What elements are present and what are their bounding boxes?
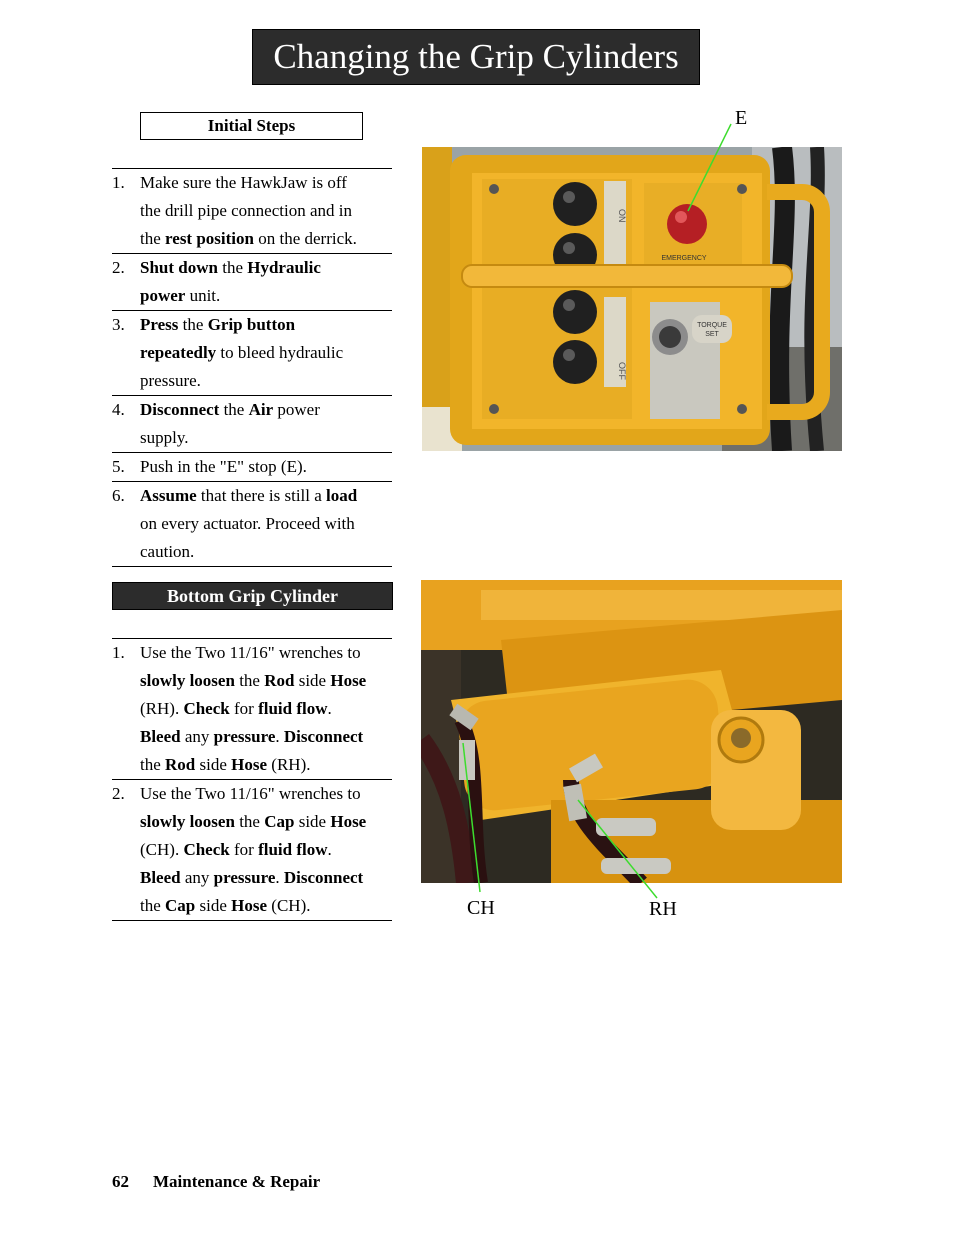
step-text bbox=[140, 482, 392, 566]
step-line: Use the Two 11/16" wrenches to bbox=[140, 643, 361, 662]
bottom-grip-steps-list bbox=[112, 638, 392, 921]
emphasis-text: Hose bbox=[231, 755, 268, 774]
step-line: Assume that there is still a load bbox=[140, 486, 358, 505]
step-item bbox=[112, 481, 392, 567]
emphasis-text: fluid flow bbox=[258, 840, 328, 859]
emphasis-text: Hose bbox=[330, 812, 367, 831]
section-name: Maintenance & Repair bbox=[153, 1172, 321, 1191]
step-text bbox=[140, 311, 392, 395]
step-number: 4. bbox=[112, 400, 125, 419]
knob-dark-3 bbox=[553, 290, 597, 334]
svg-text:EMERGENCY: EMERGENCY bbox=[661, 255, 707, 262]
step-line: pressure. bbox=[140, 371, 201, 390]
step-line: repeatedly to bleed hydraulic bbox=[140, 343, 344, 362]
step-line: on every actuator. Proceed with bbox=[140, 514, 355, 533]
step-item bbox=[112, 452, 392, 481]
emphasis-text: Hydraulic bbox=[247, 258, 321, 277]
step-number: 6. bbox=[112, 486, 125, 505]
step-number: 2. bbox=[112, 784, 125, 803]
step-text bbox=[140, 453, 392, 481]
step-item bbox=[112, 638, 392, 779]
svg-text:SET: SET bbox=[705, 331, 719, 338]
step-number: 1. bbox=[112, 173, 125, 192]
step-line: (CH). Check for fluid flow. bbox=[140, 840, 332, 859]
emphasis-text: Hose bbox=[330, 671, 367, 690]
page-title: Changing the Grip Cylinders bbox=[252, 29, 700, 85]
emphasis-text: Check bbox=[183, 840, 230, 859]
emphasis-text: Check bbox=[183, 699, 230, 718]
step-line: slowly loosen the Cap side Hose bbox=[140, 812, 367, 831]
step-line: supply. bbox=[140, 428, 189, 447]
svg-text:OFF: OFF bbox=[617, 362, 627, 380]
step-line: power unit. bbox=[140, 286, 221, 305]
step-item bbox=[112, 253, 392, 310]
emphasis-text: Assume bbox=[140, 486, 197, 505]
emphasis-text: rest position bbox=[165, 229, 254, 248]
emphasis-text: Press bbox=[140, 315, 179, 334]
knob-dark-4 bbox=[553, 340, 597, 384]
grip-cylinder-photo bbox=[421, 580, 842, 883]
control-panel-photo bbox=[422, 147, 842, 451]
emphasis-text: Bleed bbox=[140, 868, 181, 887]
step-text bbox=[140, 639, 392, 779]
step-item bbox=[112, 168, 392, 253]
svg-text:ON: ON bbox=[617, 209, 627, 223]
step-line: the rest position on the derrick. bbox=[140, 229, 357, 248]
step-item bbox=[112, 310, 392, 395]
step-line: (RH). Check for fluid flow. bbox=[140, 699, 332, 718]
page-number: 62 bbox=[112, 1172, 129, 1191]
emphasis-text: slowly loosen bbox=[140, 671, 235, 690]
emphasis-text: Rod bbox=[165, 755, 196, 774]
step-number: 3. bbox=[112, 315, 125, 334]
emphasis-text: Disconnect bbox=[140, 400, 220, 419]
step-number: 1. bbox=[112, 643, 125, 662]
emphasis-text: pressure bbox=[213, 727, 276, 746]
emphasis-text: Grip button bbox=[207, 315, 296, 334]
emphasis-text: slowly loosen bbox=[140, 812, 235, 831]
step-line: Bleed any pressure. Disconnect bbox=[140, 868, 364, 887]
emphasis-text: repeatedly bbox=[140, 343, 217, 362]
step-line: Bleed any pressure. Disconnect bbox=[140, 727, 364, 746]
emphasis-text: power bbox=[140, 286, 186, 305]
bottom-grip-heading: Bottom Grip Cylinder bbox=[112, 582, 393, 610]
step-item bbox=[112, 395, 392, 452]
emphasis-text: pressure bbox=[213, 868, 276, 887]
emphasis-text: Air bbox=[248, 400, 274, 419]
step-line: the drill pipe connection and in bbox=[140, 201, 352, 220]
step-text bbox=[140, 780, 392, 920]
step-line: caution. bbox=[140, 542, 195, 561]
emphasis-text: Hose bbox=[231, 896, 268, 915]
step-number: 2. bbox=[112, 258, 125, 277]
step-text bbox=[140, 254, 392, 310]
callout-label-e: E bbox=[735, 107, 748, 129]
emphasis-text: Shut down bbox=[140, 258, 218, 277]
initial-steps-heading: Initial Steps bbox=[140, 112, 363, 140]
step-line: the Cap side Hose (CH). bbox=[140, 896, 311, 915]
step-line: Push in the "E" stop (E). bbox=[140, 457, 307, 476]
step-line: Make sure the HawkJaw is off bbox=[140, 173, 347, 192]
emphasis-text: Disconnect bbox=[283, 868, 364, 887]
page-footer bbox=[112, 1172, 320, 1192]
knob-dark-1 bbox=[553, 182, 597, 226]
step-line: slowly loosen the Rod side Hose bbox=[140, 671, 367, 690]
step-line: Use the Two 11/16" wrenches to bbox=[140, 784, 361, 803]
emphasis-text: Cap bbox=[165, 896, 196, 915]
callout-label-rh: RH bbox=[649, 898, 677, 920]
emphasis-text: Cap bbox=[264, 812, 295, 831]
step-line: the Rod side Hose (RH). bbox=[140, 755, 311, 774]
emphasis-text: Rod bbox=[264, 671, 295, 690]
step-line: Shut down the Hydraulic bbox=[140, 258, 321, 277]
emphasis-text: Bleed bbox=[140, 727, 181, 746]
step-line: Disconnect the Air power bbox=[140, 400, 320, 419]
svg-text:TORQUE: TORQUE bbox=[697, 322, 727, 329]
emphasis-text: load bbox=[326, 486, 358, 505]
callout-label-ch: CH bbox=[467, 897, 495, 919]
initial-steps-list bbox=[112, 168, 392, 567]
step-text bbox=[140, 396, 392, 452]
step-text bbox=[140, 169, 392, 253]
emphasis-text: Disconnect bbox=[283, 727, 364, 746]
emphasis-text: fluid flow bbox=[258, 699, 328, 718]
step-number: 5. bbox=[112, 457, 125, 476]
step-item bbox=[112, 779, 392, 921]
step-line: Press the Grip button bbox=[140, 315, 296, 334]
